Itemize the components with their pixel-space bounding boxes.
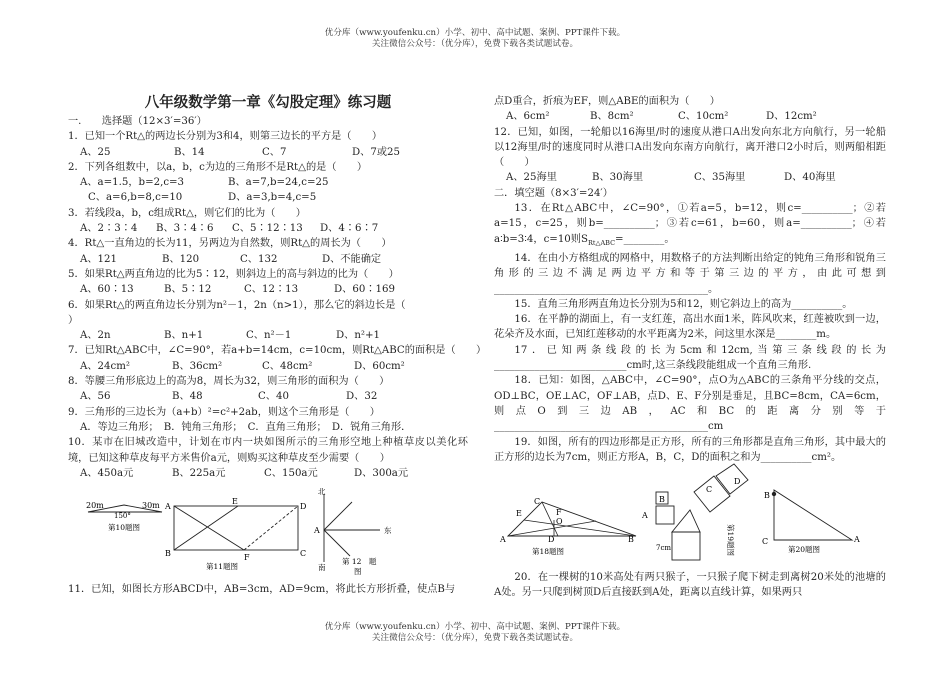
fig11-fold-line xyxy=(174,506,238,550)
page-title: 八年级数学第一章《勾股定理》练习题 xyxy=(144,95,392,111)
q6-option-d: D、n²+1 xyxy=(336,330,381,342)
q2-option-b: B、a=7,b=24,c=25 xyxy=(228,177,329,189)
fig12-label-east: 东 xyxy=(384,526,392,535)
q5-option-d: D、60∶169 xyxy=(334,284,395,296)
q6-option-c: C、n²－1 xyxy=(246,330,292,342)
question-11-options xyxy=(494,109,886,124)
fig18-triangle xyxy=(508,502,636,536)
fig18-caption: 第18题图 xyxy=(532,547,565,556)
fig19-length: 7cm xyxy=(656,544,672,552)
fig11-label-d: D xyxy=(300,502,307,511)
fig18-label-b: B xyxy=(628,535,634,544)
fig12-label-a: A xyxy=(314,526,320,535)
question-19: 19．如图，所有的四边形都是正方形，所有的三角形都是直角三角形，其中最大的正方形的边长为7cm，则正方形A，B，C，D的面积之和为__________cm²。 xyxy=(494,436,886,463)
q6-option-b: B、n+1 xyxy=(164,330,204,342)
fig20-label-a: A xyxy=(854,535,860,544)
q2-option-a: A、a=1.5，b=2,c=3 xyxy=(80,177,185,189)
fig12-caption-1: 第 12 题 xyxy=(342,557,377,566)
q8-option-d: D、32 xyxy=(346,391,378,403)
fig11-dashed-line xyxy=(244,506,298,550)
q8-option-a: A、56 xyxy=(80,391,111,403)
fig19-main-triangle xyxy=(672,510,700,532)
fig12-label-south: 南 xyxy=(318,563,326,572)
q5-option-c: C、12∶13 xyxy=(244,284,299,296)
fig20-label-c: C xyxy=(762,537,769,546)
q2-option-d: D、a=3,b=4,c=5 xyxy=(228,192,317,204)
fig11-label-b: B xyxy=(165,549,171,558)
left-column xyxy=(68,94,487,481)
fig18-label-d: D xyxy=(548,535,555,544)
q6-option-a: A、2n xyxy=(80,330,111,342)
question-3-stem: 3．若线段a，b，c组成Rt△，则它们的比为（ ） xyxy=(68,207,306,219)
fig20-caption: 第20题图 xyxy=(788,545,821,554)
q11-option-b: B、8cm² xyxy=(590,111,634,123)
q5-option-a: A、60∶13 xyxy=(80,284,134,296)
q3-option-c: C、5∶12∶13 xyxy=(232,223,303,235)
q13-text: 13．在Rt△ABC中，∠C=90°，①若a=5，b=12，则c=__________；②若a=15，c=25，则b=__________；③若c=61，b=60，则a=__________；④若a∶b=3∶4，c=10则S xyxy=(494,203,886,245)
fig11-label-c: C xyxy=(300,549,307,558)
fig10-label-left: 20m xyxy=(86,501,104,510)
question-2-options-cd xyxy=(68,190,468,205)
q3-option-d: D、4∶6∶7 xyxy=(320,223,379,235)
figure-20 xyxy=(760,476,870,560)
question-2-options-ab xyxy=(68,175,468,190)
q7-option-b: B、36cm² xyxy=(172,360,223,372)
question-16: 16．在平静的湖面上，有一支红莲，高出水面1米，阵风吹来，红莲被吹到一边，花朵齐及水面，已知红莲移动的水平距离为2米，问这里水深是________m。 xyxy=(494,314,886,341)
q12-option-c: C、35海里 xyxy=(694,172,746,184)
question-13 xyxy=(494,201,886,251)
q4-option-a: A、121 xyxy=(80,253,117,265)
fig18-label-a: A xyxy=(500,535,506,544)
fig10-caption: 第10题图 xyxy=(108,523,141,532)
q3-option-a: A、2∶3∶4 xyxy=(80,223,138,235)
q10-option-a: A、450a元 xyxy=(80,467,134,479)
fig10-label-right: 30m xyxy=(142,501,160,510)
q5-option-b: B、5∶12 xyxy=(164,284,212,296)
question-11-stem: 11．已知，如图长方形ABCD中，AB=3cm，AD=9cm，将此长方形折叠，使点B与 xyxy=(68,584,456,595)
right-column xyxy=(494,94,886,465)
question-8-options xyxy=(68,389,468,404)
fig20-label-b: B xyxy=(764,491,770,500)
question-11-continued: 点D重合，折痕为EF，则△ABE的面积为（ ） xyxy=(494,96,720,107)
fig19-label-a: A xyxy=(642,511,648,520)
question-6-options xyxy=(68,328,468,343)
question-2-stem: 2．下列各组数中，以a，b，c为边的三角形不是Rt△的是（ ） xyxy=(68,161,368,173)
fig10-label-angle: 150° xyxy=(114,512,131,520)
q2-option-c: C、a=6,b=8,c=10 xyxy=(88,192,183,204)
q12-option-b: B、30海里 xyxy=(592,172,644,184)
fig18-label-c: C xyxy=(534,497,541,506)
question-10-stem: 10．某市在旧城改造中，计划在市内一块如图所示的三角形空地上种植草皮以美化环境，已知这种草皮每平方米售价a元，则购买这种草皮至少需要（ ） xyxy=(68,437,468,464)
fig12-label-north: 北 xyxy=(318,488,326,496)
fig11-label-e: E xyxy=(232,498,238,506)
fig11-label-a: A xyxy=(165,502,171,511)
question-8-stem: 8．等腰三角形底边上的高为8，周长为32，则三角形的面积为（ ） xyxy=(68,376,390,388)
q11-option-a: A、6cm² xyxy=(506,111,550,123)
question-3-options xyxy=(68,221,468,236)
q7-option-c: C、48cm² xyxy=(262,360,313,372)
footer-line-1: 优分库（www.youfenku.cn）小学、初中、高中试题、案例、PPT课件下载。 xyxy=(324,622,626,632)
fig20-triangle xyxy=(774,490,852,540)
question-1-stem: 1．已知一个Rt△的两边长分别为3和4，则第三边长的平方是（ ） xyxy=(68,131,383,143)
q4-option-c: C、132 xyxy=(240,253,278,265)
question-18: 18．已知：如图，△ABC中，∠C=90°，点O为△ABC的三条角平分线的交点，OD⊥BC，OE⊥AC，OF⊥AB，点D、E、F分别是垂足，且BC=8cm，CA=6cm，则点O到三边AB，AC和BC的距离分别等于__________________________________________cm xyxy=(494,375,886,433)
question-14: 14．在由小方格组成的网格中，用数格子的方法判断出给定的钝角三角形和锐角三角形的三边不满足两边平方和等于第三边的平方，由此可想到__________________________________________。 xyxy=(494,253,886,295)
fig11-crease xyxy=(174,506,244,550)
fig19-largest-square xyxy=(672,532,700,560)
question-12-options xyxy=(494,170,886,185)
q8-option-b: B、48 xyxy=(172,391,203,403)
q4-option-b: B、120 xyxy=(162,253,200,265)
figure-18 xyxy=(496,496,642,558)
q7-option-d: D、60cm² xyxy=(354,360,405,372)
q11-option-d: D、12cm² xyxy=(766,111,817,123)
question-6-stem-end: ） xyxy=(68,314,79,326)
q1-option-c: C、7 xyxy=(262,146,287,158)
question-1-options xyxy=(68,145,468,160)
page-header xyxy=(0,28,950,50)
q10-option-b: B、225a元 xyxy=(172,467,226,479)
q11-option-c: C、10cm² xyxy=(678,111,729,123)
q3-option-b: B、3∶4∶6 xyxy=(156,223,214,235)
question-15: 15．直角三角形两直角边长分别为5和12，则它斜边上的高为__________。 xyxy=(514,298,853,310)
q7-option-a: A、24cm² xyxy=(80,360,130,372)
fig11-rectangle xyxy=(174,506,298,550)
q4-option-d: D、不能确定 xyxy=(322,253,382,265)
fig19-label-b: B xyxy=(659,495,665,504)
fig18-bisector-b xyxy=(524,520,636,536)
q12-option-d: D、40海里 xyxy=(784,172,836,184)
footer-line-2: 关注微信公众号：（优分库），免费下载各类试题试卷。 xyxy=(371,633,579,643)
fig12-se-course xyxy=(324,530,350,556)
fig19-label-d: D xyxy=(734,477,741,486)
fig19-caption: 第19题图 xyxy=(726,524,735,557)
question-7-stem: 7．已知Rt△ABC中，∠C=90°，若a+b=14cm，c=10cm，则Rt△ABC的面积是（ ） xyxy=(68,345,487,357)
section-choice-heading: 一. 选择题（12×3′=36′） xyxy=(68,116,207,127)
question-17: 17．已知两条线段的长为5cm和12cm,当第三条线段的长为__________________________cm时,这三条线段能组成一个直角三角形. xyxy=(494,344,886,372)
question-5-options xyxy=(68,282,468,297)
fig18-label-f: F xyxy=(556,508,562,517)
q13-end: =________。 xyxy=(615,233,675,245)
fig19-square-a xyxy=(656,506,674,524)
question-6-stem: 6．如果Rt△的两直角边长分别为n²－1，2n（n>1），那么它的斜边长是（ xyxy=(68,299,406,311)
fig12-caption-2: 图 xyxy=(354,567,362,576)
page-footer xyxy=(0,622,950,644)
question-4-stem: 4．Rt△一直角边的长为11，另两边为自然数，则Rt△的周长为（ ） xyxy=(68,238,392,250)
figure-12 xyxy=(310,488,410,576)
q10-option-d: D、300a元 xyxy=(354,467,409,479)
question-9-options: A．等边三角形； B．钝角三角形； C．直角三角形； D．锐角三角形． xyxy=(80,421,412,433)
figure-10 xyxy=(82,496,172,556)
question-12-stem: 12．已知，如图，一轮船以16海里/时的速度从港口A出发向东北方向航行，另一轮船以12海里/时的速度同时从港口A出发向东南方向航行，离开港口2小时后，则两船相距（ ） xyxy=(494,126,886,169)
question-5-stem: 5．如果Rt△两直角边的比为5∶12，则斜边上的高与斜边的比为（ ） xyxy=(68,268,399,280)
fig19-label-c: C xyxy=(706,485,713,494)
header-line-2: 关注微信公众号：（优分库），免费下载各类试题试卷。 xyxy=(371,39,579,49)
fig11-caption: 第11题图 xyxy=(206,562,239,571)
q10-option-c: C、150a元 xyxy=(264,467,318,479)
section-fill-heading: 二．填空题（8×3′=24′） xyxy=(494,187,613,199)
q1-option-b: B、14 xyxy=(174,146,205,158)
fig20-point-b xyxy=(772,492,776,496)
figure-11 xyxy=(160,498,310,574)
q1-option-a: A、25 xyxy=(80,146,111,158)
fig12-ne-course xyxy=(324,502,352,530)
q13-subscript: Rt△ABC xyxy=(587,238,616,247)
fig19-square-c xyxy=(694,476,730,512)
fig19-square-d xyxy=(716,464,748,494)
header-line-1: 优分库（www.youfenku.cn）小学、初中、高中试题、案例、PPT课件下载。 xyxy=(324,28,626,38)
fig18-label-e: E xyxy=(516,509,522,518)
question-10-options xyxy=(68,466,468,481)
q1-option-d: D、7或25 xyxy=(352,146,400,158)
q12-option-a: A、25海里 xyxy=(506,172,557,184)
question-4-options xyxy=(68,252,468,267)
q8-option-c: C、40 xyxy=(258,391,289,403)
fig18-label-o: O xyxy=(556,517,563,526)
question-20: 20．在一棵树的10米高处有两只猴子，一只猴子爬下树走到离树20米处的池塘的A处。另一只爬到树顶D后直接跃到A处，距离以直线计算，如果两只 xyxy=(494,572,886,599)
fig11-label-f: F xyxy=(244,553,250,562)
question-7-options xyxy=(68,359,468,374)
question-9-stem: 9．三角形的三边长为（a+b）²=c²+2ab，则这个三角形是（ ） xyxy=(68,406,380,418)
